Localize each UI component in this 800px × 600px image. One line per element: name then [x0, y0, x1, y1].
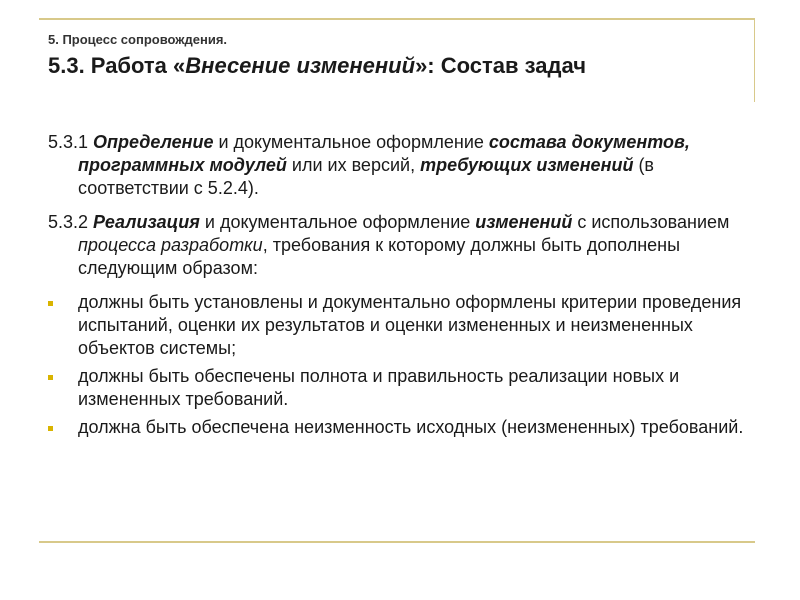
item2-number: 5.3.2 [48, 212, 94, 232]
item2-text-2: и документальное оформление [199, 212, 476, 232]
item1-bold-5: требующих изменений [420, 155, 634, 175]
title-part-end: »: Состав задач [415, 53, 586, 78]
bullet-square-icon [48, 426, 53, 431]
title-part-italic: Внесение изменений [185, 53, 416, 78]
right-border-line [754, 18, 755, 102]
item2-bold-3: изменений [475, 212, 573, 232]
item2-text-4: с использованием [572, 212, 730, 232]
item1-text-6: (в соответствии с 5.2.4). [78, 155, 654, 198]
item2-italic-5: процесса разработки [78, 235, 263, 255]
section-subtitle: 5. Процесс сопровождения. [48, 32, 228, 47]
item1-number: 5.3.1 [48, 132, 94, 152]
bullet-square-icon [48, 375, 53, 380]
item1-text-4: или их версий, [286, 155, 421, 175]
list-item-text: должна быть обеспечена неизменность исходных (неизмененных) требований. [78, 417, 744, 437]
list-item [48, 365, 748, 411]
list-item-text: должны быть установлены и документально оформлены критерии проведения испытаний, оценки их результатов и оценки измененных и неизмененных объектов системы; [78, 292, 742, 358]
item2-text-6: , требования к которому должны быть дополнены следующим образом: [78, 235, 681, 278]
list-item-text: должны быть обеспечены полнота и правильность реализации новых и измененных требований. [78, 366, 680, 409]
slide-content [48, 131, 748, 444]
bullet-square-icon [48, 301, 53, 306]
title-part-plain: 5.3. Работа « [48, 53, 186, 78]
list-item [48, 291, 748, 360]
slide-title [48, 53, 586, 79]
paragraph-5-3-2 [48, 211, 748, 280]
item1-text-2: и документальное оформление [213, 132, 489, 152]
paragraph-5-3-1 [48, 131, 748, 200]
item2-bold-1: Реализация [93, 212, 200, 232]
list-item [48, 416, 748, 439]
top-border-line [39, 18, 755, 20]
bottom-border-line [39, 541, 755, 543]
item1-bold-1: Определение [93, 132, 214, 152]
requirements-list [48, 291, 748, 439]
item1-bold-3: состава документов, программных модулей [78, 132, 690, 175]
